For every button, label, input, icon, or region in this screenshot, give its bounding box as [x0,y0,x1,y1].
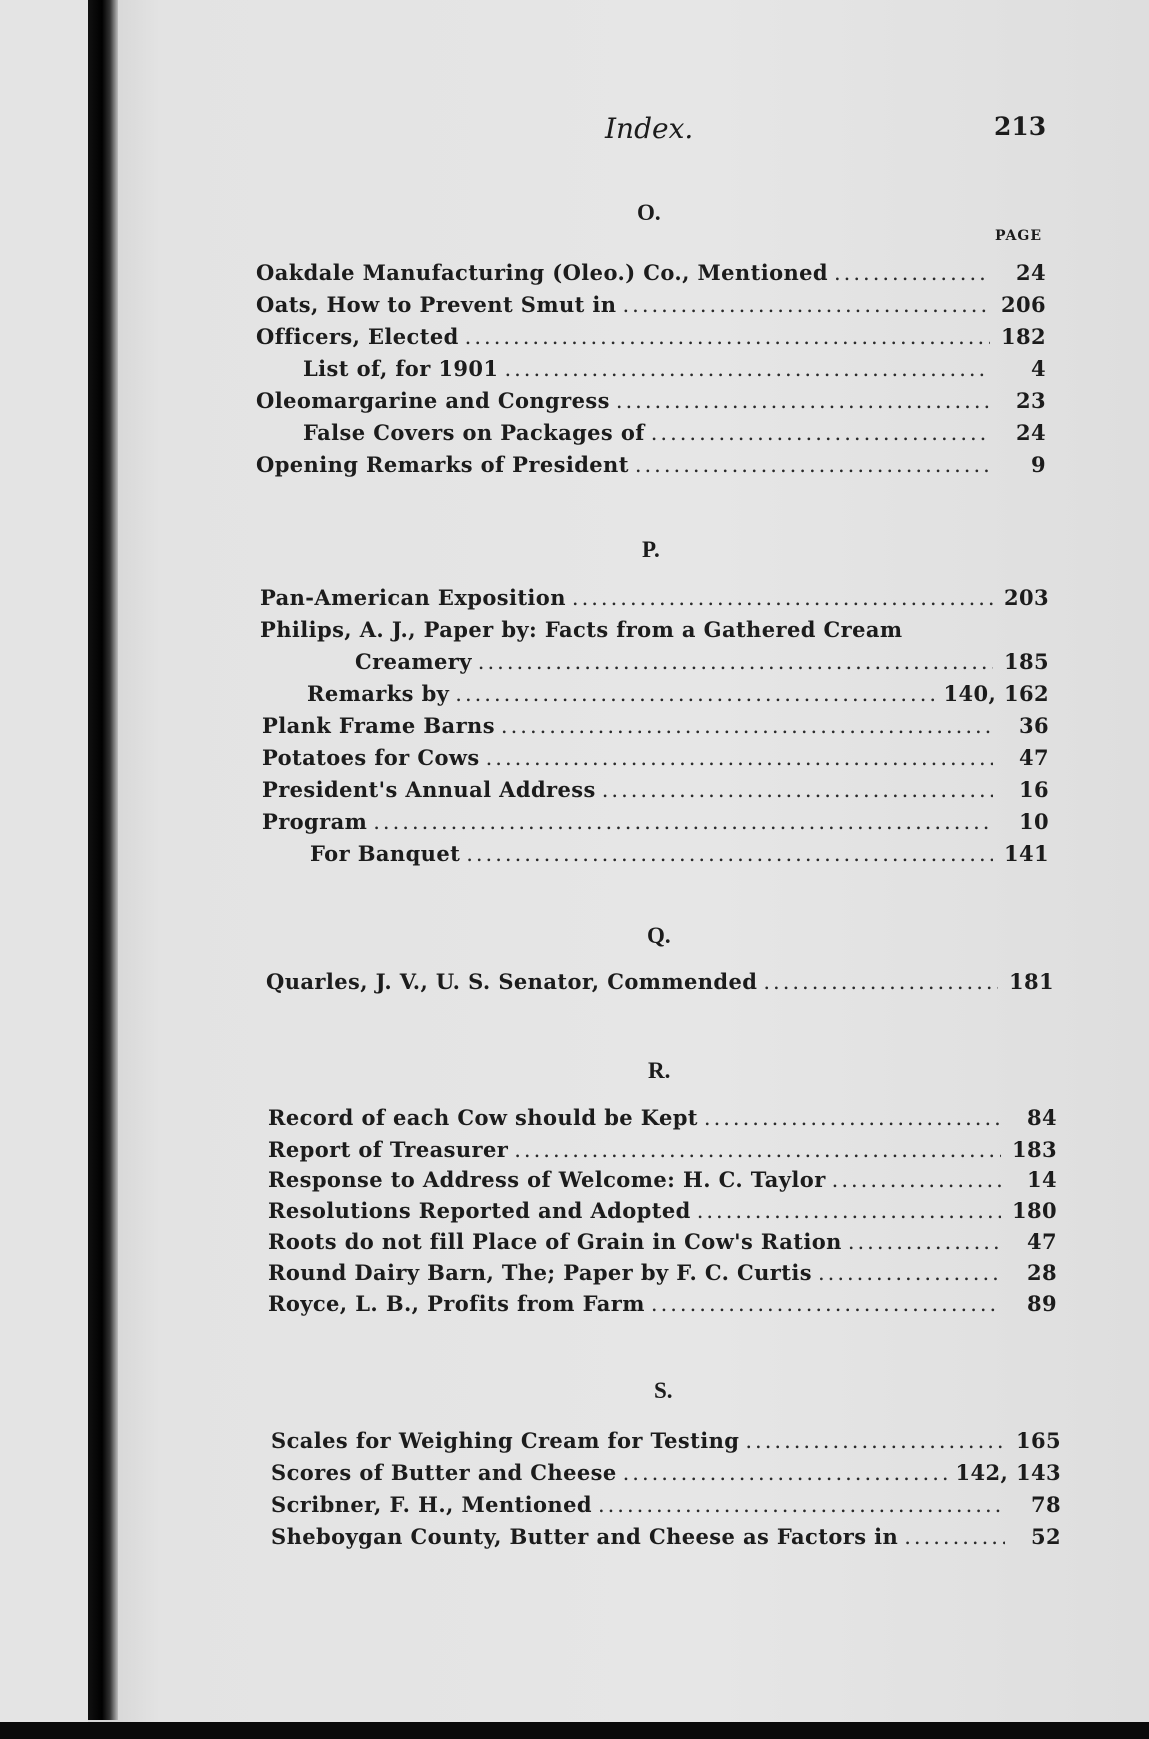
entry-page: 14 [1026,1167,1057,1192]
leader-dots [651,419,990,447]
entry-page: 36 [1018,713,1049,738]
entry-page: 183 [1011,1137,1057,1162]
index-entry [260,584,1049,612]
leader-dots [486,744,993,772]
leader-dots [848,1228,1001,1256]
leader-dots [651,1290,1001,1318]
entry-text: Record of each Cow should be Kept [268,1105,698,1130]
book-spine-shadow [88,0,118,1720]
entry-page: 185 [1003,649,1049,674]
entry-page: 23 [1015,388,1046,413]
entry-text: President's Annual Address [262,777,596,802]
entry-text: Quarles, J. V., U. S. Senator, Commended [266,969,758,994]
leader-dots [832,1166,1001,1194]
entry-page: 24 [1015,260,1046,285]
entry-text: Creamery [355,649,472,674]
index-entry [256,291,1046,319]
leader-dots [478,648,993,676]
leader-dots [904,1523,1005,1551]
entry-page: 78 [1030,1492,1061,1517]
entry-text: Response to Address of Welcome: H. C. Taylor [268,1167,826,1192]
leader-dots [501,712,993,740]
entry-page: 180 [1011,1198,1057,1223]
index-entry [268,1197,1057,1225]
leader-dots [697,1197,1001,1225]
leader-dots [622,291,990,319]
entry-page: 9 [1030,452,1046,477]
section-letter-p: P. [642,537,660,562]
entry-text: Roots do not fill Place of Grain in Cow's Ration [268,1229,842,1254]
index-entry [262,808,1049,836]
index-entry [268,1259,1057,1287]
index-entry [268,1228,1057,1256]
entry-text: Resolutions Reported and Adopted [268,1198,691,1223]
leader-dots [745,1427,1005,1455]
index-subentry [303,355,1046,383]
entry-page: 141 [1003,841,1049,866]
entry-text: Opening Remarks of President [256,452,629,477]
leader-dots [598,1491,1005,1519]
section-letter-q: Q. [647,923,671,948]
entry-text: Potatoes for Cows [262,745,480,770]
leader-dots [616,387,990,415]
entry-page: 203 [1003,585,1049,610]
entry-page: 16 [1018,777,1049,802]
section-letter-s: S. [654,1378,673,1403]
entry-text: For Banquet [310,841,461,866]
leader-dots [834,259,990,287]
entry-page: 142, 143 [955,1460,1061,1485]
entry-page: 84 [1026,1105,1057,1130]
entry-text: Report of Treasurer [268,1137,509,1162]
index-entry [262,744,1049,772]
entry-page: 47 [1026,1229,1057,1254]
index-entry [256,451,1046,479]
leader-dots [623,1459,950,1487]
entry-text: Remarks by [307,681,450,706]
leader-dots [572,584,993,612]
leader-dots [602,776,993,804]
index-entry [271,1427,1061,1455]
leader-dots [373,808,993,836]
entry-text: False Covers on Packages of [303,420,645,445]
running-title: Index. [605,112,694,145]
entry-page: 24 [1015,420,1046,445]
entry-page: 10 [1018,809,1049,834]
entry-page: 181 [1008,969,1054,994]
page-number: 213 [994,112,1047,141]
entry-text: Officers, Elected [256,324,459,349]
entry-text: Scales for Weighing Cream for Testing [271,1428,740,1453]
leader-dots [514,1136,1001,1164]
entry-page: 140, 162 [943,681,1049,706]
entry-text: Scores of Butter and Cheese [271,1460,617,1485]
left-page-edge [0,0,88,1739]
leader-dots [455,680,937,708]
leader-dots [466,840,993,868]
leader-dots [504,355,990,383]
entry-page: 165 [1015,1428,1061,1453]
index-subentry [307,680,1049,708]
index-subentry [303,419,1046,447]
entry-text: List of, for 1901 [303,356,499,381]
entry-page: 4 [1030,356,1046,381]
index-subentry [310,840,1049,868]
entry-text: Sheboygan County, Butter and Cheese as Factors in [271,1524,899,1549]
leader-dots [704,1104,1001,1132]
entry-text: Program [262,809,368,834]
entry-page: 28 [1026,1260,1057,1285]
leader-dots [763,968,998,996]
entry-page: 52 [1030,1524,1061,1549]
index-entry [262,712,1049,740]
index-entry [271,1491,1061,1519]
entry-text: Oleomargarine and Congress [256,388,610,413]
index-entry [268,1290,1057,1318]
entry-text: Round Dairy Barn, The; Paper by F. C. Curtis [268,1260,812,1285]
section-letter-o: O. [637,200,661,225]
entry-page: 89 [1026,1291,1057,1316]
entry-page: 206 [1000,292,1046,317]
index-entry [256,387,1046,415]
index-entry [266,968,1054,996]
entry-text: Pan-American Exposition [260,585,566,610]
entry-page: 182 [1000,324,1046,349]
index-entry [271,1523,1061,1551]
index-entry-heading: Philips, A. J., Paper by: Facts from a Gathered Cream [260,617,903,642]
page-column-heading: PAGE [995,228,1042,244]
leader-dots [818,1259,1001,1287]
section-letter-r: R. [648,1058,671,1083]
entry-text: Oats, How to Prevent Smut in [256,292,617,317]
index-entry [271,1459,1061,1487]
entry-text: Scribner, F. H., Mentioned [271,1492,592,1517]
leader-dots [465,323,990,351]
index-entry [268,1136,1057,1164]
index-entry [256,323,1046,351]
leader-dots [635,451,990,479]
entry-text: Oakdale Manufacturing (Oleo.) Co., Mentioned [256,260,828,285]
index-entry [268,1104,1057,1132]
index-entry [262,776,1049,804]
index-entry [268,1166,1057,1194]
bottom-scan-edge [0,1722,1149,1739]
index-subentry [355,648,1049,676]
index-entry [256,259,1046,287]
entry-text: Plank Frame Barns [262,713,495,738]
entry-page: 47 [1018,745,1049,770]
entry-text: Royce, L. B., Profits from Farm [268,1291,645,1316]
